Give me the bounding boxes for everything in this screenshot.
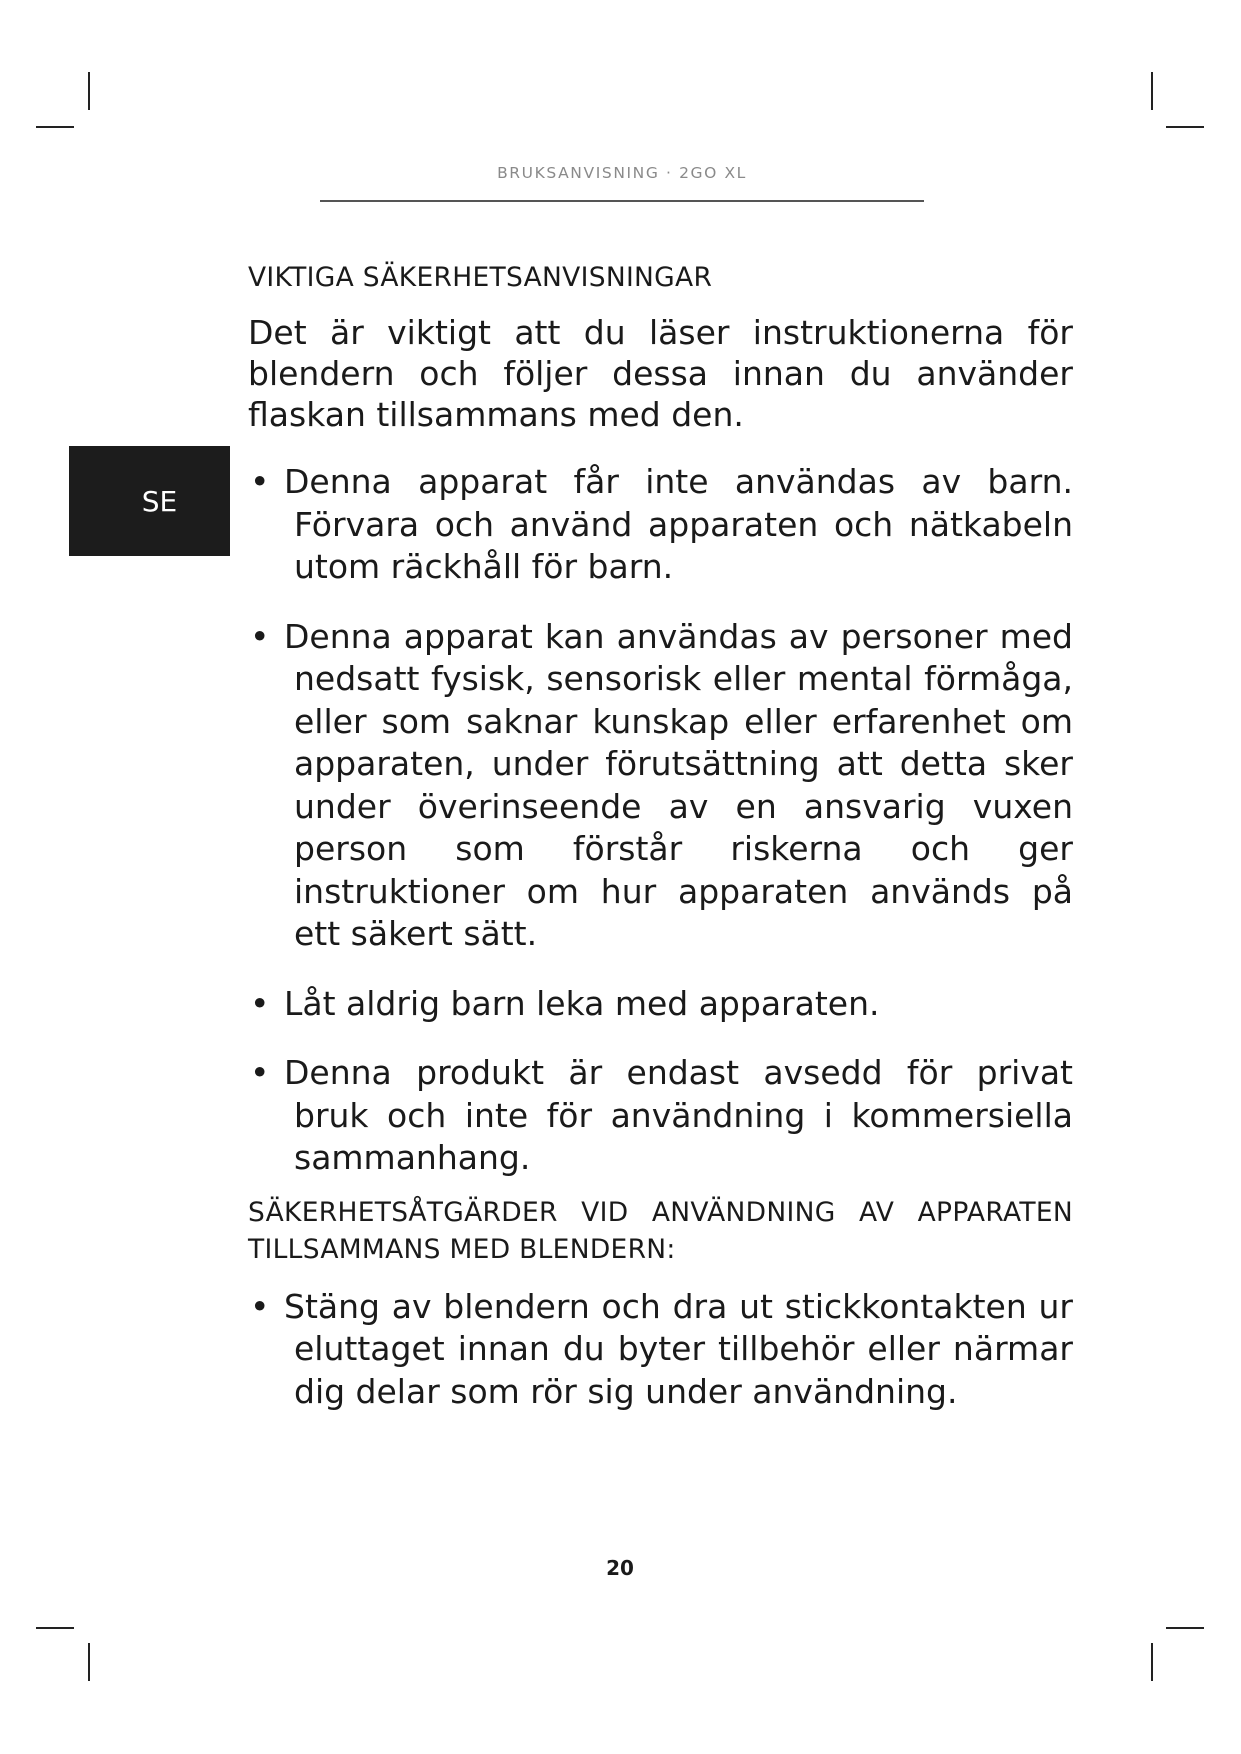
main-content: [248, 258, 1073, 1413]
list-item-text: Denna produkt är endast avsedd för privat bruk och inte för användning i kommersiella sammanhang.: [284, 1053, 1073, 1177]
bullet-icon: •: [250, 1053, 270, 1092]
crop-mark-bottom-right-horizontal: [1166, 1627, 1204, 1629]
bullet-icon: •: [250, 616, 270, 656]
bullet-icon: •: [250, 462, 270, 501]
section-heading-safety: VIKTIGA SÄKERHETSANVISNINGAR: [248, 262, 713, 293]
list-item-text: Denna apparat får inte användas av barn. Förvara och använd apparaten och nätkabeln utom räckhåll för barn.: [284, 462, 1073, 586]
precautions-bullet-list: [248, 1286, 1073, 1414]
section-heading-precautions: SÄKERHETSÅTGÄRDER VID ANVÄNDNING AV APPARATEN TILLSAMMANS MED BLENDERN:: [248, 1196, 1073, 1265]
crop-mark-top-right-horizontal: [1166, 126, 1204, 128]
language-tab-label: SE: [141, 484, 178, 518]
list-item: [248, 1286, 1073, 1414]
list-item-text: Denna apparat kan användas av personer med nedsatt fysisk, sensorisk eller mental förmåga, eller som saknar kunskap eller erfarenhet om apparaten, under förutsättning att detta sker under överinseende av en ansvarig vuxen person som förstår riskerna och ger instruktioner om hur apparaten används på ett säkert sätt.: [284, 616, 1073, 953]
running-header: BRUKSANVISNING · 2GO XL: [497, 164, 747, 182]
bullet-icon: •: [250, 983, 270, 1023]
page-number: 20: [606, 1556, 634, 1580]
crop-mark-top-right-vertical: [1151, 72, 1153, 110]
list-item-text: Stäng av blendern och dra ut stickkontakten ur eluttaget innan du byter tillbehör eller närmar dig delar som rör sig under användning.: [284, 1286, 1073, 1411]
list-item: [248, 616, 1073, 956]
list-item: [248, 1052, 1073, 1180]
crop-mark-top-left-vertical: [88, 72, 90, 110]
safety-bullet-list: [248, 461, 1073, 1180]
list-item: [248, 461, 1073, 589]
list-item: [248, 983, 1073, 1026]
intro-paragraph: Det är viktigt att du läser instruktionerna för blendern och följer dessa innan du använder flaskan tillsammans med den.: [248, 313, 1073, 434]
crop-mark-bottom-left-horizontal: [36, 1627, 74, 1629]
list-item-text: Låt aldrig barn leka med apparaten.: [284, 983, 880, 1023]
crop-mark-top-left-horizontal: [36, 126, 74, 128]
header-rule: [320, 200, 924, 202]
crop-mark-bottom-right-vertical: [1151, 1643, 1153, 1681]
language-tab: [69, 446, 230, 556]
bullet-icon: •: [250, 1286, 270, 1326]
crop-mark-bottom-left-vertical: [88, 1643, 90, 1681]
